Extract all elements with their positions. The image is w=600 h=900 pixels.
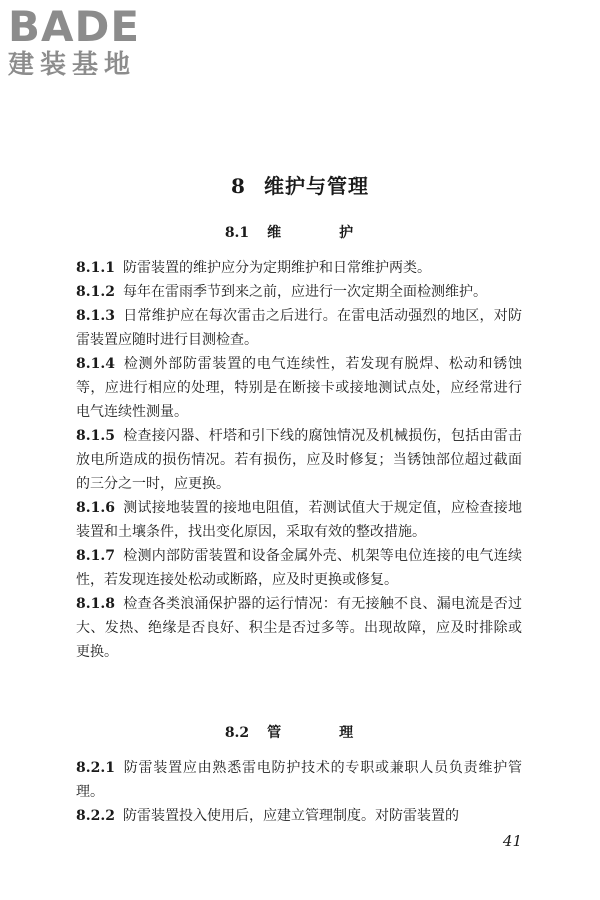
logo-subtitle: 建装基地 — [8, 50, 137, 80]
clause-number: 8.2.2 — [76, 808, 115, 824]
clause-text: 检测内部防雷装置和设备金属外壳、机架等电位连接的电气连续性，若发现连接处松动或断路，应及时更换或修复。 — [76, 548, 522, 588]
section-heading — [0, 722, 600, 742]
chapter-title: 维护与管理 — [263, 174, 369, 198]
clause-number: 8.1.3 — [76, 308, 115, 324]
section-title: 维 护 — [267, 225, 376, 241]
clause-text: 防雷装置的维护应分为定期维护和日常维护两类。 — [122, 260, 431, 276]
section-number: 8.2 — [224, 725, 250, 741]
clause — [76, 280, 522, 304]
clause-number: 8.1.6 — [76, 500, 115, 516]
clause-number: 8.1.4 — [76, 356, 115, 372]
clause — [76, 756, 522, 804]
clause-text: 检测外部防雷装置的电气连续性，若发现有脱焊、松动和锈蚀等，应进行相应的处理，特别是在断接卡或接地测试点处，应经常进行电气连续性测量。 — [76, 356, 522, 420]
clause-text: 检查接闪器、杆塔和引下线的腐蚀情况及机械损伤，包括由雷击放电所造成的损伤情况。若有损伤，应及时修复；当锈蚀部位超过截面的三分之一时，应更换。 — [76, 428, 522, 492]
clause-number: 8.1.8 — [76, 596, 115, 612]
clause — [76, 544, 522, 592]
chapter-number: 8 — [231, 174, 246, 198]
clause — [76, 256, 522, 280]
clause-number: 8.1.5 — [76, 428, 115, 444]
clause — [76, 304, 522, 352]
clause-text: 防雷装置投入使用后，应建立管理制度。对防雷装置的 — [122, 808, 459, 824]
clause-text: 每年在雷雨季节到来之前，应进行一次定期全面检测维护。 — [122, 284, 487, 300]
clause — [76, 352, 522, 424]
clause-number: 8.1.2 — [76, 284, 115, 300]
publisher-logo — [8, 4, 178, 80]
clause — [76, 592, 522, 664]
section-body — [76, 756, 522, 828]
clause-text: 测试接地装置的接地电阻值，若测试值大于规定值，应检查接地装置和土壤条件，找出变化原因，采取有效的整改措施。 — [76, 500, 522, 540]
clause-number: 8.1.1 — [76, 260, 115, 276]
clause-text: 检查各类浪涌保护器的运行情况：有无接触不良、漏电流是否过大、发热、绝缘是否良好、积尘是否过多等。出现故障，应及时排除或更换。 — [76, 596, 522, 660]
section-heading — [0, 222, 600, 242]
section-title: 管 理 — [267, 725, 376, 741]
clause — [76, 804, 522, 828]
clause-number: 8.1.7 — [76, 548, 115, 564]
clause — [76, 496, 522, 544]
clause-text: 防雷装置应由熟悉雷电防护技术的专职或兼职人员负责维护管理。 — [76, 760, 522, 800]
clause-text: 日常维护应在每次雷击之后进行。在雷电活动强烈的地区，对防雷装置应随时进行目测检查。 — [76, 308, 522, 348]
chapter-heading — [0, 170, 600, 199]
page-number: 41 — [502, 832, 522, 850]
section-number: 8.1 — [224, 225, 250, 241]
logo-wordmark: BADE — [8, 2, 141, 51]
clause-number: 8.2.1 — [76, 760, 115, 776]
clause — [76, 424, 522, 496]
section-body — [76, 256, 522, 664]
